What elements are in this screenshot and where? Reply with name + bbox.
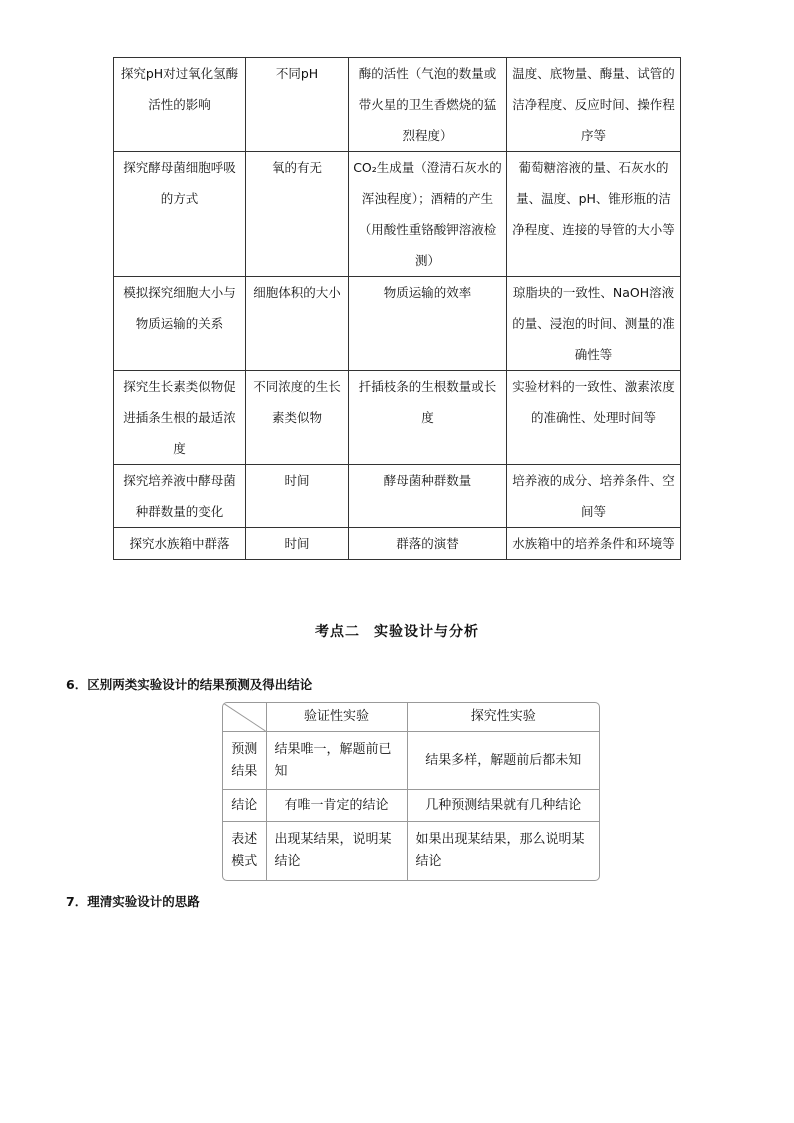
table-cell: 琼脂块的一致性、NaOH溶液的量、浸泡的时间、测量的准确性等 [507, 277, 681, 371]
table-cell: 群落的演替 [349, 528, 507, 560]
diagonal-line [223, 703, 266, 731]
table-cell: 扦插枝条的生根数量或长度 [349, 371, 507, 465]
table-cell: CO₂生成量（澄清石灰水的浑浊程度）；酒精的产生（用酸性重铬酸钾溶液检测） [349, 152, 507, 277]
heading-part2: 实验设计与分析 [374, 624, 479, 640]
table-cell: 葡萄糖溶液的量、石灰水的量、温度、pH、锥形瓶的洁净程度、连接的导管的大小等 [507, 152, 681, 277]
table-cell: 实验材料的一致性、激素浓度的准确性、处理时间等 [507, 371, 681, 465]
table-cell: 几种预测结果就有几种结论 [407, 790, 599, 822]
table-cell: 氧的有无 [246, 152, 349, 277]
table-cell: 模拟探究细胞大小与物质运输的关系 [114, 277, 246, 371]
diagonal-corner-cell [223, 703, 266, 732]
table-cell: 细胞体积的大小 [246, 277, 349, 371]
row-label: 结论 [223, 790, 266, 822]
table-row [114, 58, 681, 152]
table-row [114, 152, 681, 277]
section-6-title: 6．区别两类实验设计的结果预测及得出结论 [66, 677, 313, 692]
comparison-table-frame [222, 702, 600, 881]
table-cell: 时间 [246, 465, 349, 528]
table-row [223, 732, 599, 790]
table-cell: 时间 [246, 528, 349, 560]
table-cell: 出现某结果，说明某结论 [266, 822, 407, 880]
table-cell: 培养液的成分、培养条件、空间等 [507, 465, 681, 528]
comparison-table [223, 703, 599, 880]
table-cell: 如果出现某结果，那么说明某结论 [407, 822, 599, 880]
table-cell: 酶的活性（气泡的数量或带火星的卫生香燃烧的猛烈程度） [349, 58, 507, 152]
experiment-variables-table [113, 57, 681, 560]
table-row [114, 528, 681, 560]
table-cell: 探究培养液中酵母菌种群数量的变化 [114, 465, 246, 528]
table-cell: 探究酵母菌细胞呼吸的方式 [114, 152, 246, 277]
table-cell: 不同浓度的生长素类似物 [246, 371, 349, 465]
heading-part1: 考点二 [315, 624, 360, 640]
table-cell: 有唯一肯定的结论 [266, 790, 407, 822]
table-cell: 不同pH [246, 58, 349, 152]
section-heading [0, 621, 794, 641]
section-7-title: 7．理清实验设计的思路 [66, 894, 200, 909]
table-row [223, 790, 599, 822]
table-cell: 探究生长素类似物促进插条生根的最适浓度 [114, 371, 246, 465]
table-cell: 探究水族箱中群落 [114, 528, 246, 560]
table-cell: 结果唯一，解题前已知 [266, 732, 407, 790]
table-row [114, 277, 681, 371]
table-cell: 结果多样，解题前后都未知 [407, 732, 599, 790]
table-row [223, 822, 599, 880]
row-label: 表述模式 [223, 822, 266, 880]
table-header-row [223, 703, 599, 732]
table-cell: 探究pH对过氧化氢酶活性的影响 [114, 58, 246, 152]
table-cell: 水族箱中的培养条件和环境等 [507, 528, 681, 560]
column-header: 验证性实验 [266, 703, 407, 732]
row-label: 预测结果 [223, 732, 266, 790]
table-row [114, 465, 681, 528]
table-cell: 酵母菌种群数量 [349, 465, 507, 528]
table-row [114, 371, 681, 465]
table-cell: 温度、底物量、酶量、试管的洁净程度、反应时间、操作程序等 [507, 58, 681, 152]
table-cell: 物质运输的效率 [349, 277, 507, 371]
column-header: 探究性实验 [407, 703, 599, 732]
